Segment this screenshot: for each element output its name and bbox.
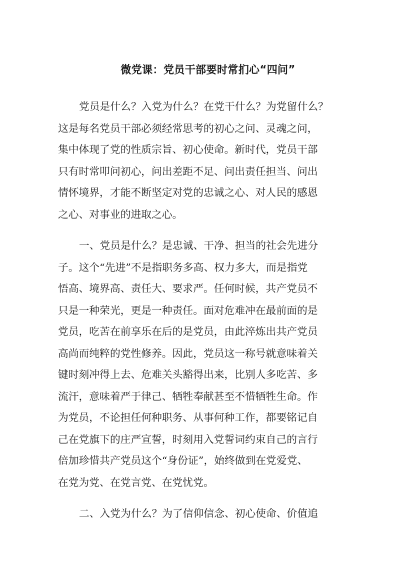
text-line: 党员，吃苦在前享乐在后的是党员，由此淬炼出共产党员 [58, 326, 318, 338]
text-line: 只是一种荣光，更是一种责任。面对危难冲在最前面的是 [58, 304, 318, 317]
paragraph-gap [58, 226, 358, 236]
paragraph-section-two [58, 504, 358, 526]
text-line: 键时刻冲得上去、危难关头豁得出来，比别人多吃苦、多 [58, 369, 318, 381]
document-title: 微党课：党员干部要时常扪心“四问” [120, 64, 296, 76]
text-line: 情怀境界，才能不断坚定对党的忠诚之心、对人民的感恩 [58, 187, 318, 199]
text-line: 一、党员是什么？是忠诚、干净、担当的社会先进分 [79, 240, 318, 252]
paragraph-section-one [58, 236, 358, 494]
text-line: 倍加珍惜共产党员这个“身份证”，始终做到在党爱党、 [58, 455, 308, 467]
text-line: 悟高、境界高、责任大、要求严。任何时候，共产党员不 [58, 283, 318, 295]
text-line: 高尚而纯粹的党性修养。因此，党员这一称号就意味着关 [58, 347, 318, 360]
text-line: 这是每名党员干部必须经常思考的初心之问、灵魂之问， [58, 122, 318, 135]
text-line: 己在党旗下的庄严宣誓，时刻用入党誓词约束自己的言行 [58, 433, 318, 446]
text-line: 在党为党、在党言党、在党忧党。 [58, 476, 214, 489]
text-line: 只有时常叩问初心，问出差距不足、问出责任担当、问出 [58, 165, 318, 178]
text-line: 集中体现了党的性质宗旨、初心使命。新时代，党员干部 [58, 144, 318, 156]
paragraph-gap [58, 494, 358, 504]
text-line: 二、入党为什么？为了信仰信念、初心使命、价值追 [79, 508, 318, 520]
document-page [58, 62, 358, 526]
text-line: 流汗，意味着严于律己、牺牲奉献甚至不惜牺牲生命。作 [58, 390, 318, 403]
text-line: 党员是什么？入党为什么？在党干什么？为党留什么？ [79, 101, 329, 113]
text-line: 为党员，不论担任何种职务、从事何种工作，都要铭记自 [58, 412, 318, 424]
text-line: 之心、对事业的进取之心。 [58, 208, 183, 221]
paragraph-intro [58, 97, 358, 226]
text-line: 子。这个“先进”不是指职务多高、权力多大，而是指党 [58, 261, 308, 274]
